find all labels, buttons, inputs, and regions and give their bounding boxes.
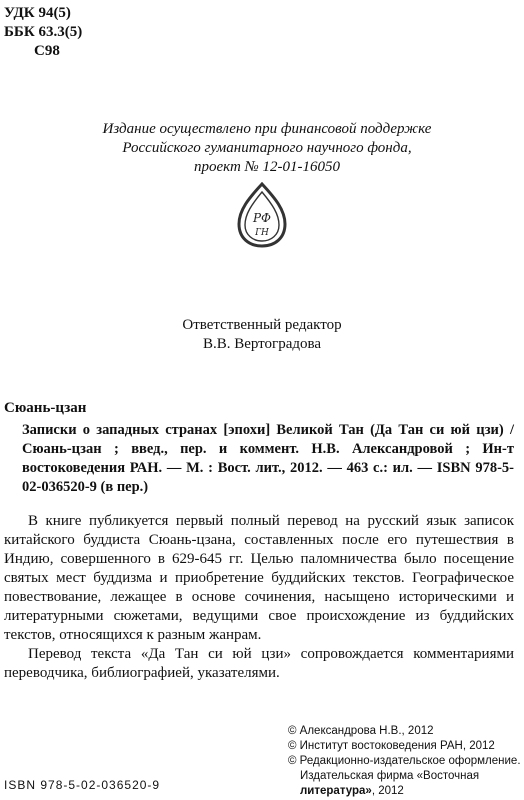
copyright-line <box>288 784 518 799</box>
responsible-editor <box>100 316 424 354</box>
rgnf-logo-icon <box>235 182 289 248</box>
copyright-block <box>288 724 521 799</box>
bib-entry: Записки о западных странах [эпохи] Великой Тан (Да Тан си юй цзи) / Сюань-цзан ; введ., пер. и коммент. Н.В. Александровой ; Ин-т востоковедения РАН. — М. : Вост. лит., 2012. — 463 с.: ил. — ISBN 978-5-02-036520-9 (в пер.) <box>22 422 514 495</box>
publisher-name-bold: литература» <box>300 785 372 797</box>
editor-name: В.В. Вертоградова <box>202 336 322 352</box>
author-mark: С98 <box>34 43 60 59</box>
copyright-line: © Институт востоковедения РАН, 2012 <box>288 740 495 752</box>
funding-line: Российского гуманитарного научного фонда, <box>122 140 412 156</box>
udk-code: УДК 94(5) <box>4 5 71 21</box>
bbk-code: ББК 63.3(5) <box>4 24 83 40</box>
funding-line: проект № 12-01-16050 <box>194 159 340 175</box>
emblem-text-bottom: ГН <box>255 228 269 238</box>
copyright-line: Издательская фирма «Восточная <box>300 770 480 782</box>
funding-line: Издание осуществлено при финансовой поддержке <box>102 121 432 137</box>
bib-author: Сюань-цзан <box>4 400 87 416</box>
emblem-text-top: РФ <box>252 211 272 225</box>
classification-codes <box>4 4 82 61</box>
funding-notice <box>60 120 474 177</box>
annotation-paragraph: Перевод текста «Да Тан си юй цзи» сопровождается комментариями переводчика, библиографией, указателями. <box>4 646 514 681</box>
copyright-year: , 2012 <box>371 785 404 797</box>
isbn-footer: ISBN 978-5-02-036520-9 <box>4 778 161 792</box>
annotation-paragraph: В книге публикуется первый полный перевод на русский язык записок китайского буддиста Сюань-цзана, составленных после его путешествия в Индию, совершенного в 629-645 гг. Целью паломничества было посещение святых мест буддизма и приобретение буддийских текстов. Географическое повествование, лежащее в основе сочинения, насыщено историческими и литературными сюжетами, ведущими свое происхождение из буддийских текстов, относящихся к разным жанрам. <box>4 513 514 643</box>
copyright-line: © Редакционно-издательское оформление. <box>288 755 521 767</box>
editor-role: Ответственный редактор <box>182 317 342 333</box>
annotation <box>4 512 514 683</box>
copyright-line: © Александрова Н.В., 2012 <box>288 725 434 737</box>
